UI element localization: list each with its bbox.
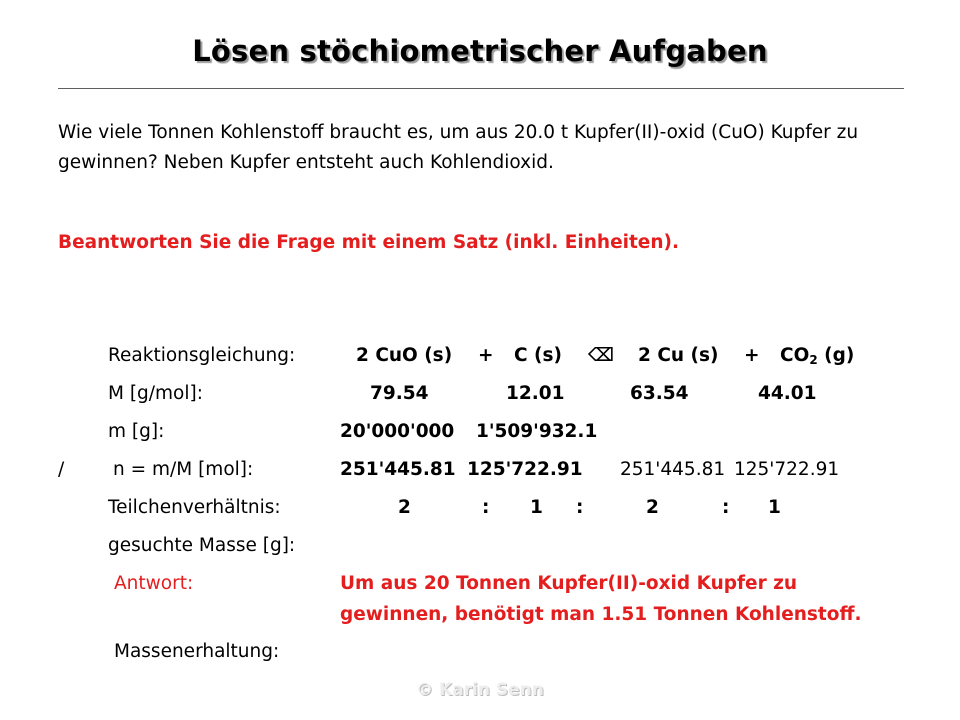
row-label: M [g/mol]: (108, 383, 203, 404)
row-mass (58, 421, 918, 445)
slide-title: Lösen stöchiometrischer Aufgaben (192, 34, 768, 68)
moles-value: 125'722.91 (467, 459, 583, 480)
ratio-separator: : (722, 497, 730, 518)
moles-value: 251'445.81 (340, 459, 456, 480)
plus-sign: + (478, 345, 494, 366)
molar-mass-value: 12.01 (506, 383, 565, 404)
molar-mass-value: 44.01 (758, 383, 817, 404)
copyright-footer: © Karin Senn (416, 680, 544, 700)
row-answer (58, 573, 918, 635)
step-4-5-icon: / (58, 459, 65, 480)
ratio-value: 2 (398, 497, 411, 518)
row-label: Antwort: (114, 573, 194, 594)
moles-value: 251'445.81 (620, 459, 726, 480)
plus-sign: + (744, 345, 760, 366)
row-ratio (58, 497, 918, 521)
row-reaction (58, 345, 918, 369)
ratio-separator: : (482, 497, 490, 518)
reactant-c: C (s) (514, 345, 562, 366)
answer-text (340, 568, 940, 630)
title-divider (58, 88, 904, 89)
mass-value: 20'000'000 (340, 421, 455, 442)
answer-line: gewinnen, benötigt man 1.51 Tonnen Kohlenstoff. (340, 604, 862, 625)
ratio-value: 1 (768, 497, 781, 518)
molar-mass-value: 63.54 (630, 383, 689, 404)
row-label: Reaktionsgleichung: (108, 345, 296, 366)
question-text: Wie viele Tonnen Kohlenstoff braucht es, um aus 20.0 t Kupfer(II)-oxid (CuO) Kupfer zu gewinnen? Neben Kupfer entsteht auch Kohlendioxid. (58, 122, 859, 173)
mass-value: 1'509'932.1 (476, 421, 598, 442)
row-molar-mass (58, 383, 918, 407)
row-sought-mass (58, 535, 918, 559)
reactant-cuo: 2 CuO (s) (356, 345, 453, 366)
reaction-arrow: ⌫ (588, 345, 615, 366)
ratio-separator: : (576, 497, 584, 518)
row-conservation (58, 641, 918, 665)
product-co2: $CO_2$ (g) (780, 345, 855, 367)
molar-mass-value: 79.54 (370, 383, 429, 404)
task-text: Beantworten Sie die Frage mit einem Satz (inkl. Einheiten). (58, 232, 680, 253)
answer-line: Um aus 20 Tonnen Kupfer(II)-oxid Kupfer zu (340, 573, 798, 594)
task-instruction (58, 232, 679, 253)
ratio-value: 2 (646, 497, 659, 518)
row-label: gesuchte Masse [g]: (108, 535, 296, 556)
row-label: m [g]: (108, 421, 165, 442)
product-cu: 2 Cu (s) (638, 345, 719, 366)
row-label: Massenerhaltung: (114, 641, 280, 662)
row-moles (58, 459, 918, 483)
ratio-value: 1 (530, 497, 543, 518)
moles-value: 125'722.91 (734, 459, 840, 480)
row-label: Teilchenverhältnis: (108, 497, 281, 518)
row-label: n = m/M [mol]: (113, 459, 254, 480)
